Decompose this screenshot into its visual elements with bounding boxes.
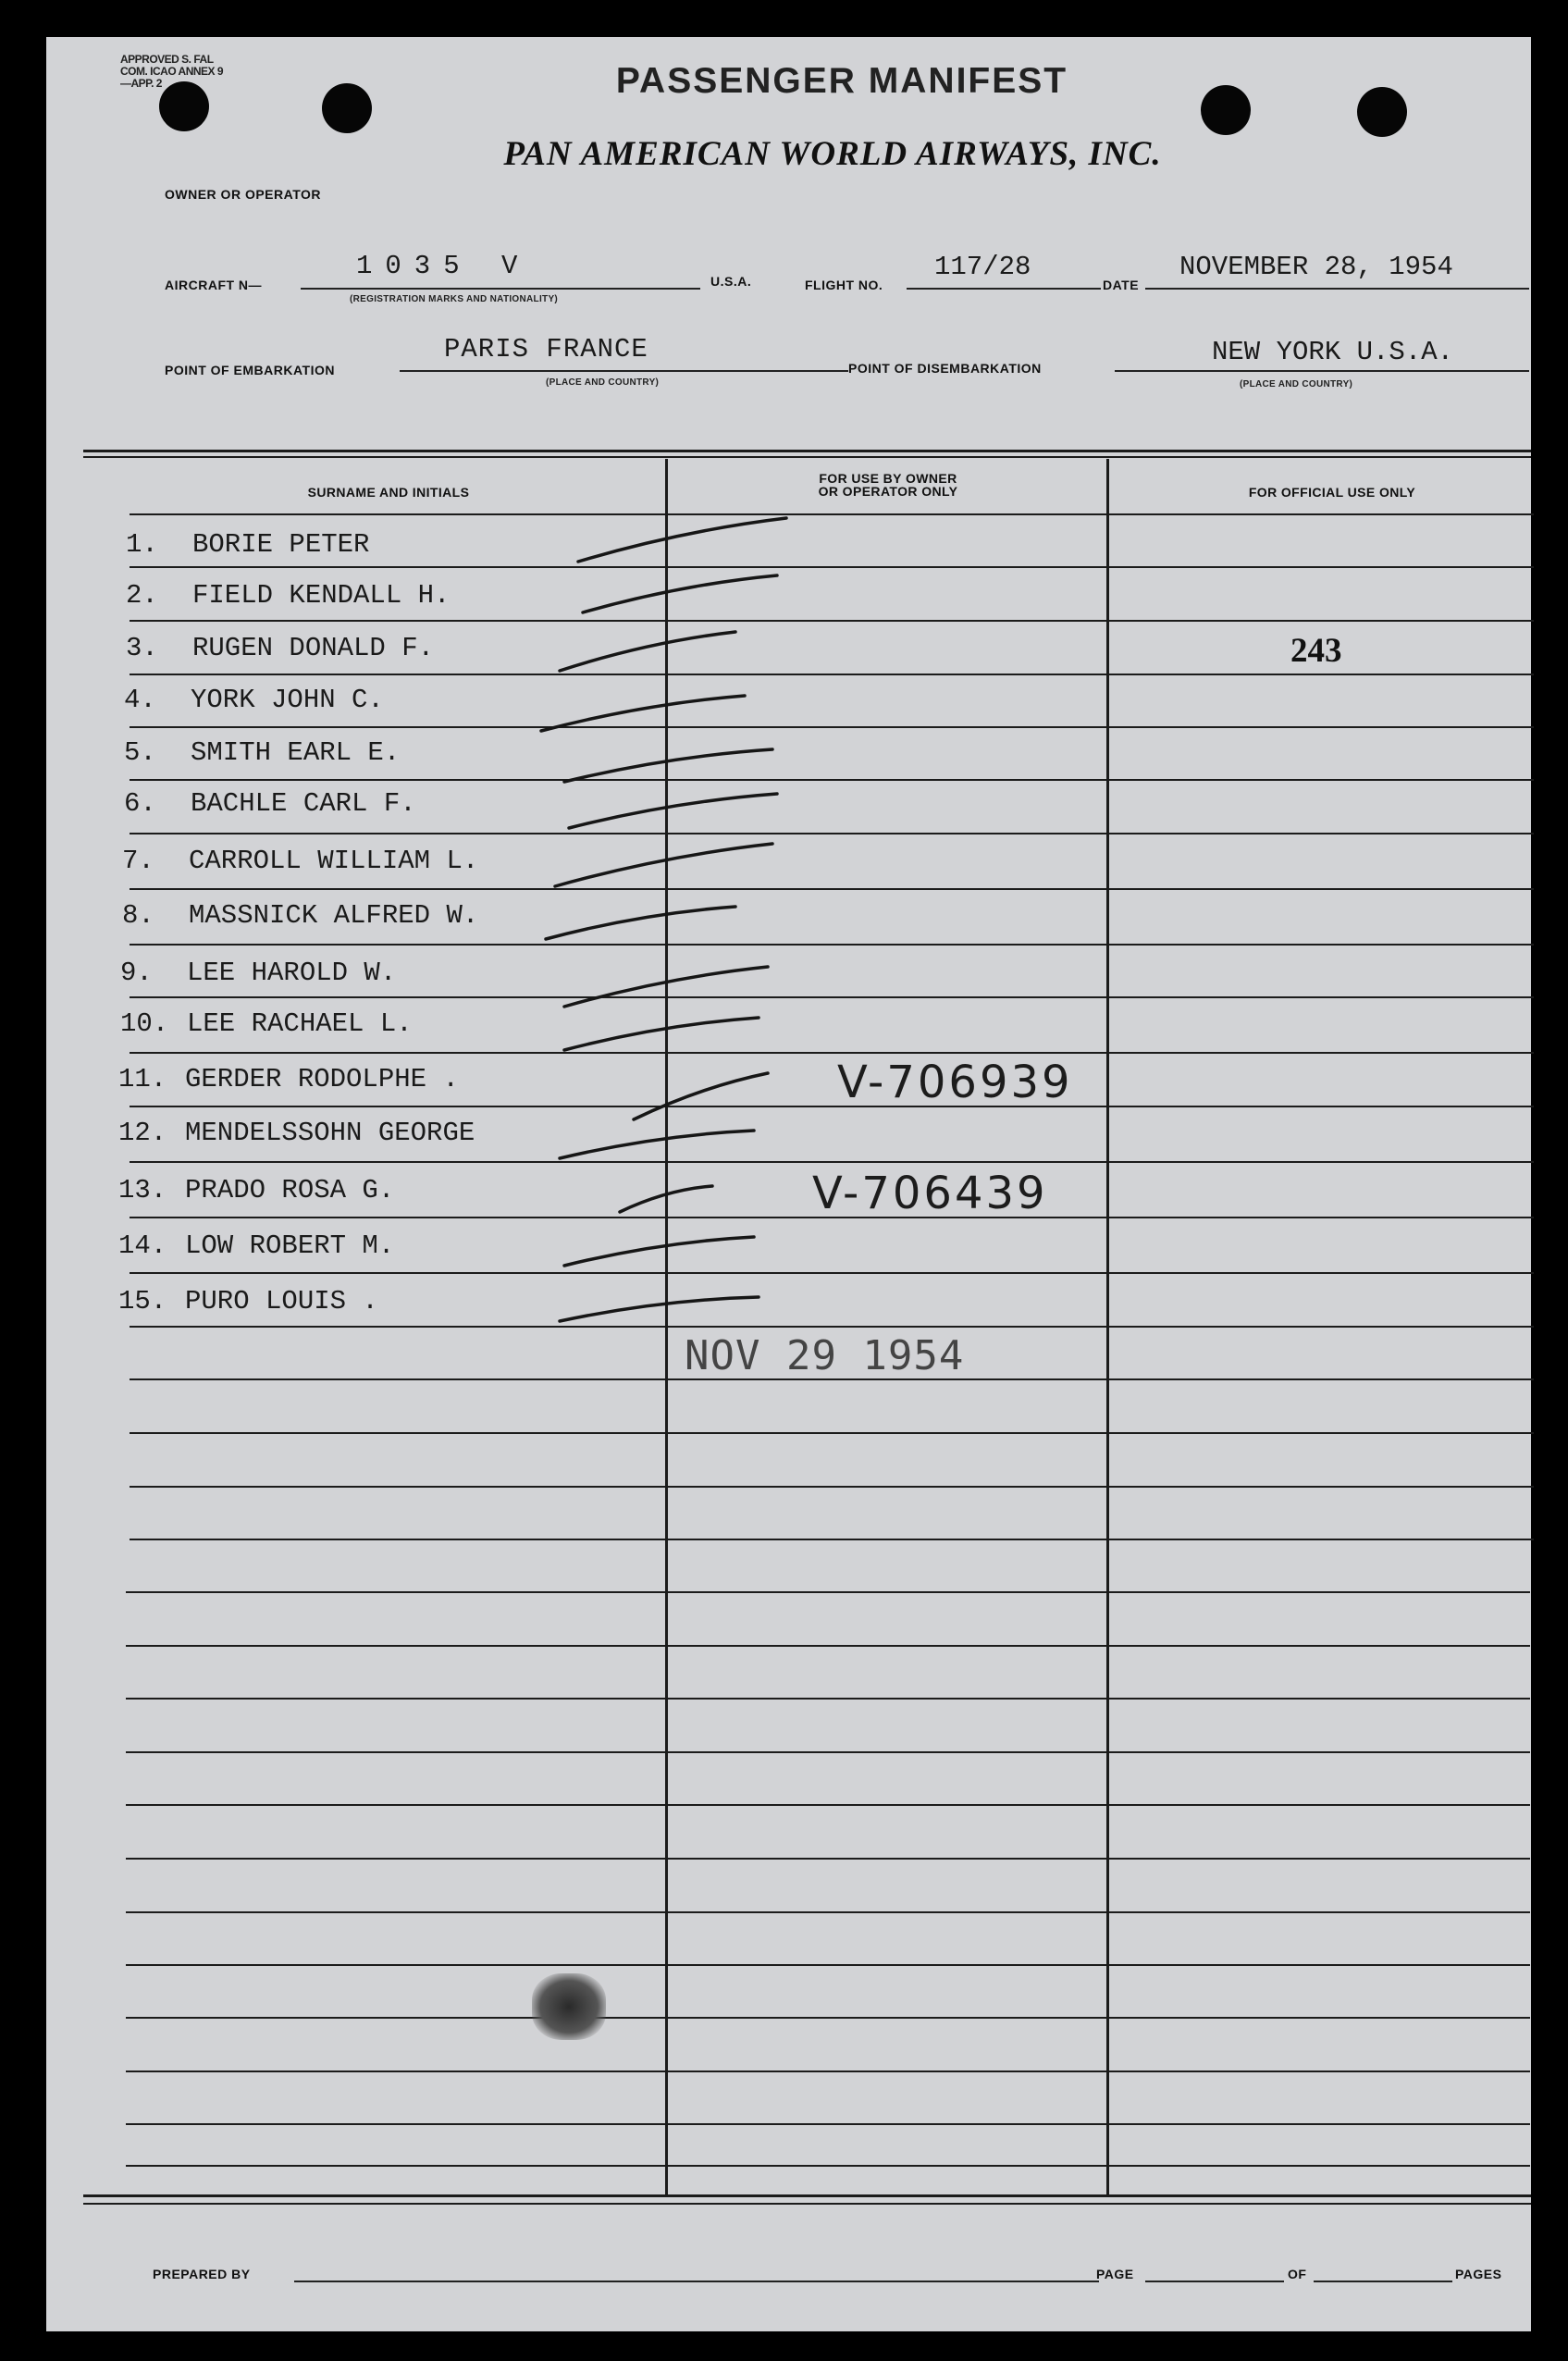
aircraft-value: 1035 V [356, 251, 531, 281]
check-mark [541, 696, 745, 731]
passenger-number: 10. [120, 1008, 169, 1039]
check-mark [560, 632, 735, 671]
column-header-surname: SURNAME AND INITIALS [307, 485, 470, 500]
passenger-number: 12. [118, 1118, 167, 1148]
passenger-name: PURO LOUIS . [185, 1286, 378, 1316]
column-header-owner-2: OR OPERATOR ONLY [818, 484, 958, 499]
passenger-name: BORIE PETER [192, 529, 370, 560]
owner-value: PAN AMERICAN WORLD AIRWAYS, INC. [503, 135, 1162, 173]
usa-label: U.S.A. [710, 274, 752, 289]
embarkation-value: PARIS FRANCE [444, 334, 648, 365]
disembarkation-label: POINT OF DISEMBARKATION [848, 361, 1042, 376]
passenger-name: SMITH EARL E. [191, 737, 401, 768]
pages-label: PAGES [1455, 2267, 1502, 2281]
passenger-name: RUGEN DONALD F. [192, 633, 435, 663]
check-mark [560, 1297, 759, 1321]
check-mark [634, 1073, 768, 1119]
page-title: PASSENGER MANIFEST [615, 61, 1068, 101]
column-header-owner-1: FOR USE BY OWNER [819, 471, 957, 486]
passenger-number: 6. [124, 788, 156, 819]
passenger-name: MASSNICK ALFRED W. [189, 900, 479, 931]
flight-value: 117/28 [934, 252, 1031, 282]
check-mark [578, 518, 786, 562]
passenger-name: CARROLL WILLIAM L. [189, 846, 479, 876]
check-mark [555, 844, 772, 886]
passenger-name: BACHLE CARL F. [191, 788, 416, 819]
passenger-number: 1. [126, 529, 158, 560]
registration-sublabel: (REGISTRATION MARKS AND NATIONALITY) [350, 294, 559, 304]
passenger-number: 5. [124, 737, 156, 768]
disembarkation-value: NEW YORK U.S.A. [1212, 337, 1454, 367]
date-value: NOVEMBER 28, 1954 [1179, 252, 1453, 282]
passenger-number: 15. [118, 1286, 167, 1316]
check-mark [620, 1186, 712, 1212]
passenger-number: 14. [118, 1230, 167, 1261]
of-line [1314, 2281, 1452, 2282]
disembarkation-sublabel: (PLACE AND COUNTRY) [1240, 379, 1353, 389]
aircraft-label: AIRCRAFT N— [165, 278, 263, 292]
handwritten-number-row13: V-706439 [812, 1168, 1048, 1219]
owner-label: OWNER OR OPERATOR [165, 187, 321, 202]
ink-smudge [532, 1973, 606, 2040]
column-header-official: FOR OFFICIAL USE ONLY [1248, 485, 1416, 500]
passenger-name: LOW ROBERT M. [185, 1230, 395, 1261]
passenger-name: LEE HAROLD W. [187, 958, 397, 988]
passenger-number: 4. [124, 685, 156, 715]
check-mark [564, 967, 768, 1007]
check-mark [560, 1131, 754, 1158]
passenger-name: LEE RACHAEL L. [187, 1008, 413, 1039]
prepared-by-label: PREPARED BY [153, 2267, 251, 2281]
embarkation-label: POINT OF EMBARKATION [165, 363, 335, 377]
check-mark [546, 907, 735, 939]
check-mark [569, 794, 777, 828]
of-label: OF [1288, 2267, 1307, 2281]
passenger-number: 7. [122, 846, 154, 876]
check-mark [564, 1237, 754, 1266]
page-line [1145, 2281, 1284, 2282]
passenger-name: FIELD KENDALL H. [192, 580, 451, 611]
page-label: PAGE [1096, 2267, 1134, 2281]
passenger-name: PRADO ROSA G. [185, 1175, 395, 1205]
check-mark [564, 749, 772, 782]
passenger-number: 9. [120, 958, 153, 988]
official-number: 243 [1290, 632, 1342, 670]
embarkation-sublabel: (PLACE AND COUNTRY) [546, 377, 660, 388]
passenger-name: YORK JOHN C. [191, 685, 384, 715]
passenger-name: GERDER RODOLPHE . [185, 1064, 459, 1094]
approval-stamp: APPROVED S. FAL COM. ICAO ANNEX 9—APP. 2 [120, 53, 224, 90]
passenger-number: 2. [126, 580, 158, 611]
passenger-number: 11. [118, 1064, 167, 1094]
date-label: DATE [1103, 278, 1140, 292]
handwritten-number-row11: V-706939 [837, 1057, 1073, 1108]
check-mark [564, 1018, 759, 1050]
prepared-by-line [294, 2281, 1099, 2282]
passenger-name: MENDELSSOHN GEORGE [185, 1118, 475, 1148]
check-mark [583, 575, 777, 612]
passenger-number: 3. [126, 633, 158, 663]
passenger-number: 13. [118, 1175, 167, 1205]
date-stamp: NOV 29 1954 [685, 1332, 965, 1379]
flight-label: FLIGHT NO. [805, 278, 883, 292]
passenger-number: 8. [122, 900, 154, 931]
